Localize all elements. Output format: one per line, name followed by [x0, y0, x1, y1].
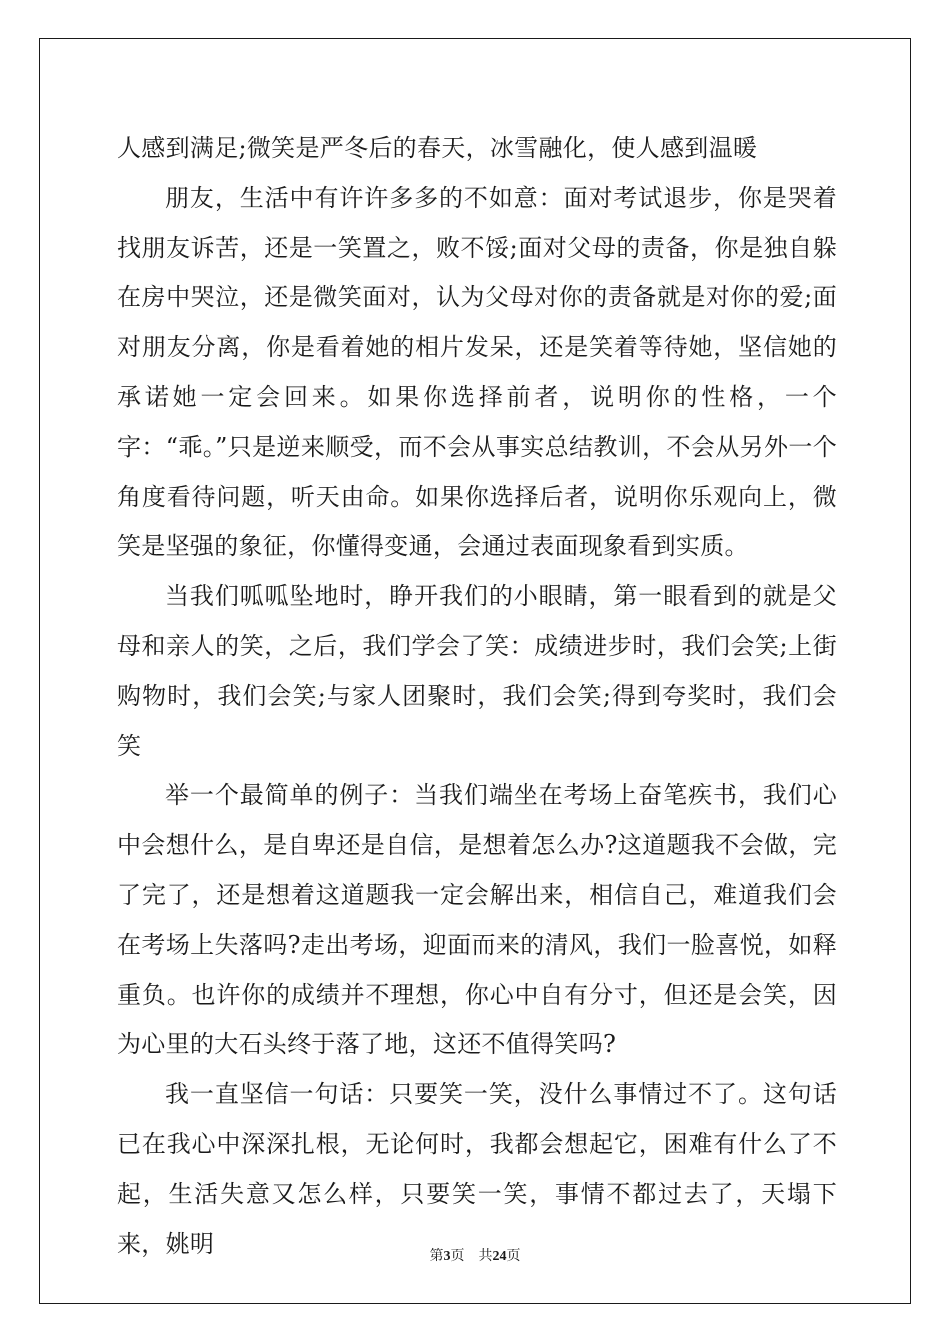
paragraph-1: 人感到满足;微笑是严冬后的春天，冰雪融化，使人感到温暖	[117, 134, 758, 162]
footer-total-prefix: 共	[478, 1248, 493, 1264]
footer-total-suffix: 页	[506, 1248, 521, 1264]
page-footer	[0, 1246, 950, 1267]
paragraph-4: 举一个最简单的例子：当我们端坐在考场上奋笔疾书，我们心中会想什么，是自卑还是自信，是想着怎么办?这道题我不会做，完了完了，还是想着这道题我一定会解出来，相信自己，难道我们会在考场上失落吗?走出考场，迎面而来的清风，我们一脸喜悦，如释重负。也许你的成绩并不理想，你心中自有分寸，但还是会笑，因为心里的大石头终于落了地，这还不值得笑吗?	[117, 781, 837, 1059]
current-page-number: 3	[443, 1249, 451, 1264]
paragraph-2: 朋友，生活中有许许多多的不如意：面对考试退步，你是哭着找朋友诉苦，还是一笑置之，败不馁;面对父母的责备，你是独自躲在房中哭泣，还是微笑面对，认为父母对你的责备就是对你的爱;面对朋友分离，你是看着她的相片发呆，还是笑着等待她，坚信她的承诺她一定会回来。如果你选择前者，说明你的性格，一个字：“乖。”只是逆来顺受，而不会从事实总结教训，不会从另外一个角度看待问题，听天由命。如果你选择后者，说明你乐观向上，微笑是坚强的象征，你懂得变通，会通过表面现象看到实质。	[117, 183, 837, 561]
paragraph-5: 我一直坚信一句话：只要笑一笑，没什么事情过不了。这句话已在我心中深深扎根，无论何时，我都会想起它，困难有什么了不起，生活失意又怎么样，只要笑一笑，事情不都过去了，天塌下来，姚明	[117, 1080, 837, 1258]
total-pages-number: 24	[492, 1249, 507, 1264]
footer-prefix: 第	[429, 1248, 444, 1264]
paragraph-3: 当我们呱呱坠地时，睁开我们的小眼睛，第一眼看到的就是父母和亲人的笑，之后，我们学会了笑：成绩进步时，我们会笑;上街购物时，我们会笑;与家人团聚时，我们会笑;得到夸奖时，我们会笑	[117, 582, 837, 760]
footer-page-suffix: 页	[450, 1248, 465, 1264]
document-body	[117, 124, 837, 1269]
